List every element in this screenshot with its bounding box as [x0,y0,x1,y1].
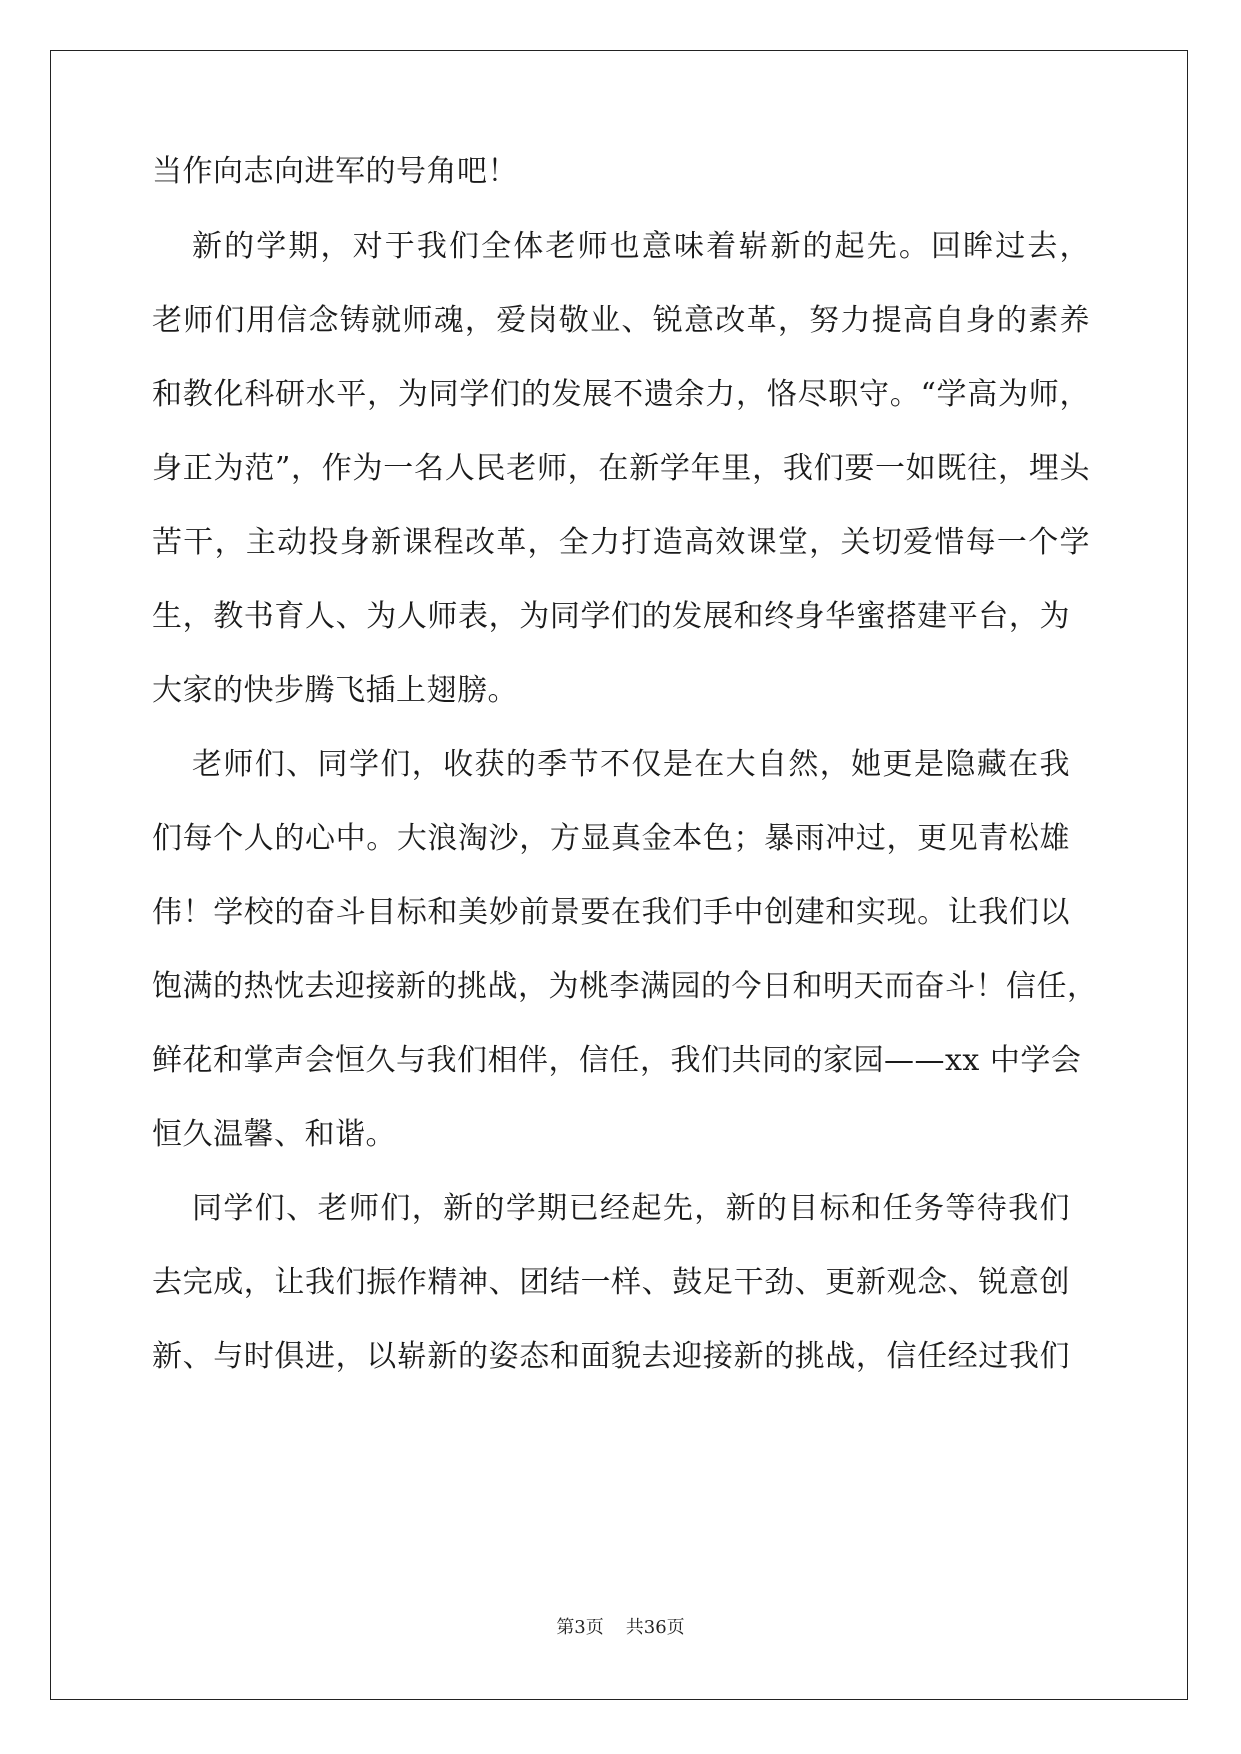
text-line: 饱满的热忱去迎接新的挑战，为桃李满园的今日和明天而奋斗！信任， [152,969,1098,1004]
page-footer [0,1616,1241,1640]
paragraph-start-line: 同学们、老师们，新的学期已经起先，新的目标和任务等待我们 [192,1191,1070,1226]
paragraph-start-line: 老师们、同学们，收获的季节不仅是在大自然，她更是隐藏在我 [192,747,1070,782]
text-line: 当作向志向进军的号角吧！ [152,154,518,189]
text-line: 鲜花和掌声会恒久与我们相伴，信任，我们共同的家园——xx 中学会 [152,1043,1082,1078]
paragraph-start-line: 新的学期，对于我们全体老师也意味着崭新的起先。回眸过去， [192,229,1090,264]
text-line: 恒久温馨、和谐。 [152,1117,396,1152]
text-line: 伟！学校的奋斗目标和美妙前景要在我们手中创建和实现。让我们以 [152,895,1070,930]
total-page-count: 共36页 [625,1617,685,1638]
text-line: 身正为范”，作为一名人民老师，在新学年里，我们要一如既往，埋头 [152,451,1090,486]
text-line: 苦干，主动投身新课程改革，全力打造高效课堂，关切爱惜每一个学 [152,525,1090,560]
text-line: 老师们用信念铸就师魂，爱岗敬业、锐意改革，努力提高自身的素养 [152,303,1090,338]
text-line: 生，教书育人、为人师表，为同学们的发展和终身华蜜搭建平台，为 [152,599,1070,634]
text-line: 去完成，让我们振作精神、团结一样、鼓足干劲、更新观念、锐意创 [152,1265,1070,1300]
text-line: 新、与时俱进，以崭新的姿态和面貌去迎接新的挑战，信任经过我们 [152,1339,1070,1374]
text-line: 们每个人的心中。大浪淘沙，方显真金本色；暴雨冲过，更见青松雄 [152,821,1070,856]
current-page-number: 第3页 [556,1617,604,1638]
text-line: 和教化科研水平，为同学们的发展不遗余力，恪尽职守。“学高为师， [152,377,1090,412]
page-border [50,50,1188,1700]
text-line: 大家的快步腾飞插上翅膀。 [152,673,518,708]
